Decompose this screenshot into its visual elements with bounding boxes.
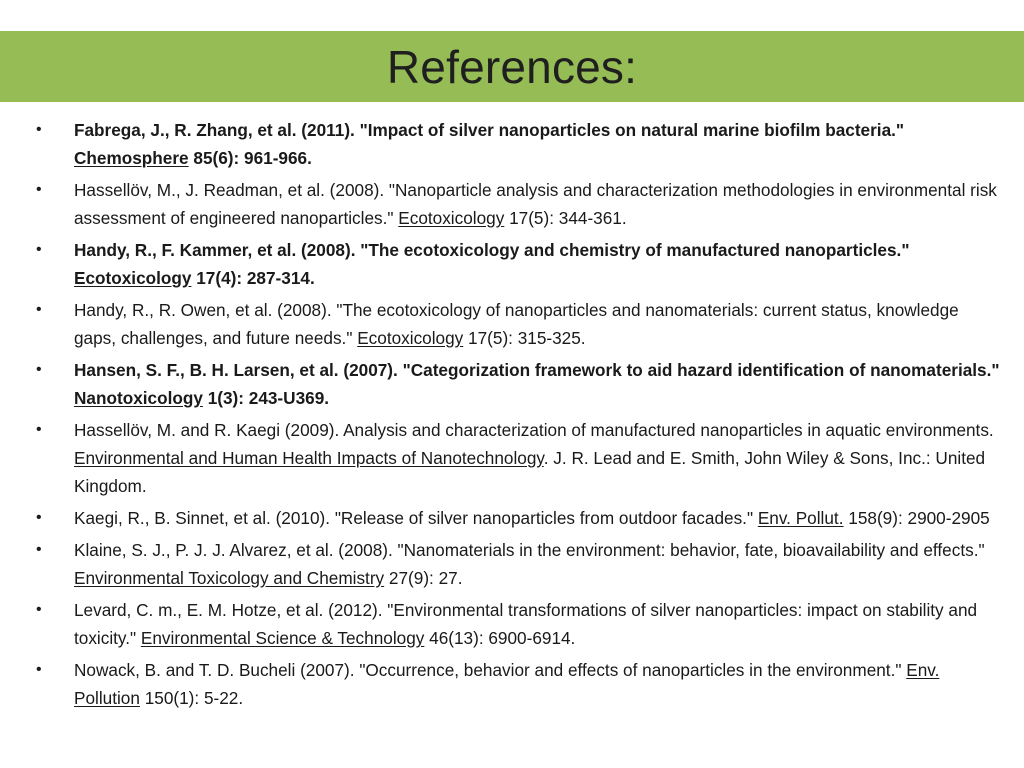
bullet-icon: • [36, 601, 42, 618]
reference-details: 17(5): 315-325. [463, 328, 586, 348]
reference-details: 1(3): 243-U369. [202, 388, 330, 408]
bullet-icon: • [36, 241, 42, 258]
reference-details: 17(5): 344-361. [504, 208, 627, 228]
bullet-icon: • [36, 121, 42, 138]
reference-item [0, 416, 1024, 500]
reference-item [0, 296, 1024, 352]
bullet-icon: • [36, 361, 42, 378]
reference-item [0, 656, 1024, 712]
source-title: Nanotoxicology [74, 388, 203, 408]
bullet-icon: • [36, 661, 42, 678]
source-title: Chemosphere [74, 148, 189, 168]
reference-item [0, 356, 1024, 412]
bullet-icon: • [36, 541, 42, 558]
reference-details: 158(9): 2900-2905 [843, 508, 990, 528]
slide-title: References: [386, 40, 638, 93]
reference-text: Handy, R., R. Owen, et al. (2008). "The ecotoxicology of nanoparticles and nanomaterials: current status, knowledge gaps, challenges, and future needs." [74, 300, 959, 348]
reference-list [0, 116, 1024, 716]
reference-details: 150(1): 5-22. [139, 688, 244, 708]
reference-text: Nowack, B. and T. D. Bucheli (2007). "Occurrence, behavior and effects of nanoparticles in the environment." [74, 660, 907, 680]
bullet-icon: • [36, 509, 42, 526]
reference-text: Hassellöv, M., J. Readman, et al. (2008). "Nanoparticle analysis and characterization methodologies in environmental risk assessment of engineered nanoparticles." [74, 180, 997, 228]
reference-text: Kaegi, R., B. Sinnet, et al. (2010). "Release of silver nanoparticles from outdoor facades." [74, 508, 758, 528]
source-title: Ecotoxicology [74, 268, 192, 288]
source-title: Env. Pollut. [757, 508, 844, 528]
reference-text: Handy, R., F. Kammer, et al. (2008). "The ecotoxicology and chemistry of manufactured nanoparticles." [74, 240, 910, 260]
reference-text: Klaine, S. J., P. J. J. Alvarez, et al. (2008). "Nanomaterials in the environment: behavior, fate, bioavailability and effects." [74, 540, 985, 560]
source-title: Environmental Science & Technology [140, 628, 425, 648]
reference-details: 46(13): 6900-6914. [424, 628, 576, 648]
source-title: Environmental and Human Health Impacts of Nanotechnology [74, 448, 544, 468]
source-title: Ecotoxicology [398, 208, 505, 228]
title-bar [0, 31, 1024, 102]
reference-details: 85(6): 961-966. [188, 148, 312, 168]
reference-text: Levard, C. m., E. M. Hotze, et al. (2012). "Environmental transformations of silver nanoparticles: impact on stability and toxicity." [74, 600, 978, 648]
reference-text: Hassellöv, M. and R. Kaegi (2009). Analysis and characterization of manufactured nanoparticles in aquatic environments. [74, 420, 994, 440]
reference-item [0, 116, 1024, 172]
reference-details: 27(9): 27. [384, 568, 463, 588]
reference-text: Hansen, S. F., B. H. Larsen, et al. (2007). "Categorization framework to aid hazard identification of nanomaterials." [74, 360, 1000, 380]
reference-text: Fabrega, J., R. Zhang, et al. (2011). "Impact of silver nanoparticles on natural marine biofilm bacteria." [74, 120, 905, 140]
reference-item [0, 504, 1024, 532]
bullet-icon: • [36, 421, 42, 438]
reference-item [0, 176, 1024, 232]
reference-details: 17(4): 287-314. [191, 268, 315, 288]
reference-item [0, 536, 1024, 592]
bullet-icon: • [36, 301, 42, 318]
source-title: Environmental Toxicology and Chemistry [74, 568, 385, 588]
reference-details: . J. R. Lead and E. Smith, John Wiley & Sons, Inc.: United Kingdom. [74, 448, 986, 496]
bullet-icon: • [36, 181, 42, 198]
source-title: Env. Pollution [74, 660, 940, 708]
source-title: Ecotoxicology [357, 328, 464, 348]
reference-item [0, 236, 1024, 292]
reference-item [0, 596, 1024, 652]
